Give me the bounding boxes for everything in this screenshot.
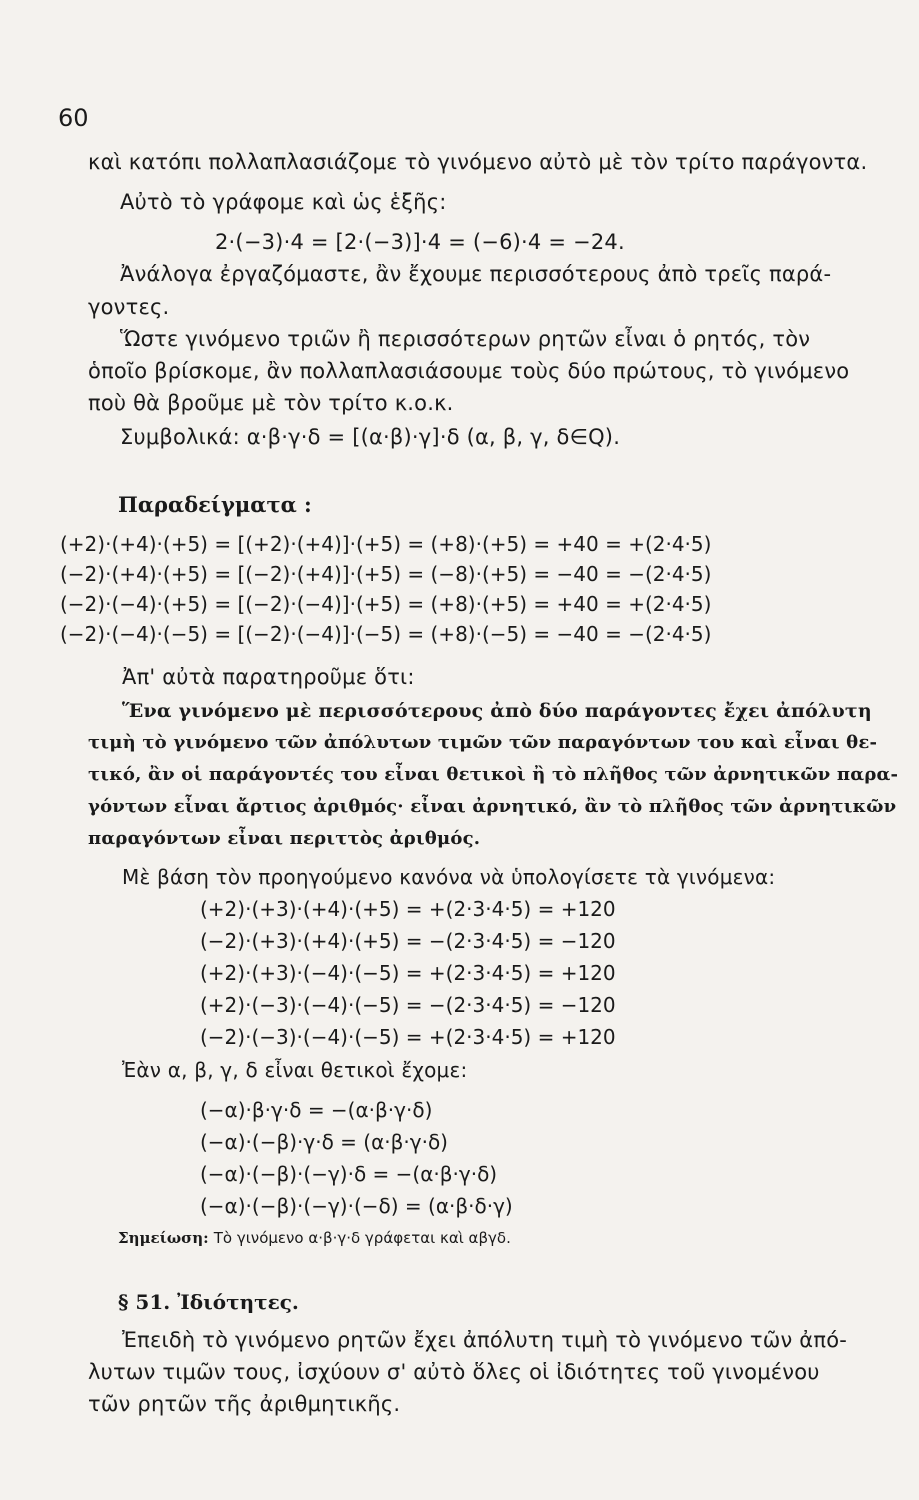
text-line: καὶ κατόπι πολλαπλασιάζομε τὸ γινόμενο αὐτὸ μὲ τὸν τρίτο παράγοντα.	[88, 150, 868, 174]
page-number: 60	[58, 104, 89, 132]
exercise-equation: (+2)·(+3)·(+4)·(+5) = +(2·3·4·5) = +120	[200, 897, 616, 921]
example-equation: (−2)·(−4)·(+5) = [(−2)·(−4)]·(+5) = (+8)·(+5) = +40 = +(2·4·5)	[60, 592, 712, 616]
exercise-equation: (+2)·(+3)·(−4)·(−5) = +(2·3·4·5) = +120	[200, 961, 616, 985]
rule-line: Ἕνα γινόμενο μὲ περισσότερους ἀπὸ δύο παράγοντες ἔχει ἀπόλυτη	[122, 700, 872, 722]
text-line: Αὐτὸ τὸ γράφομε καὶ ὡς ἑξῆς:	[120, 190, 447, 214]
text-line: ποὺ θὰ βροῦμε μὲ τὸν τρίτο κ.ο.κ.	[88, 391, 454, 415]
section-heading: § 51. Ἰδιότητες.	[118, 1290, 299, 1314]
text-line: τῶν ρητῶν τῆς ἀριθμητικῆς.	[88, 1392, 401, 1416]
rule-line: παραγόντων εἶναι περιττὸς ἀριθμός.	[88, 828, 481, 849]
rule-line: γόντων εἶναι ἄρτιος ἀριθμός· εἶναι ἀρνητικό, ἂν τὸ πλῆθος τῶν ἀρνητικῶν	[88, 796, 897, 817]
text-line: Ἀνάλογα ἐργαζόμαστε, ἂν ἔχουμε περισσότερους ἀπὸ τρεῖς παρά-	[120, 262, 832, 286]
note	[118, 1228, 511, 1247]
exercise-equation: (−2)·(−3)·(−4)·(−5) = +(2·3·4·5) = +120	[200, 1025, 616, 1049]
formula-line: Συμβολικά: α·β·γ·δ = [(α·β)·γ]·δ (α, β, γ, δ∈Q).	[120, 425, 621, 449]
text-line: Μὲ βάση τὸν προηγούμενο κανόνα νὰ ὑπολογίσετε τὰ γινόμενα:	[122, 865, 776, 889]
text-line: Ὥστε γινόμενο τριῶν ἢ περισσότερων ρητῶν εἶναι ὁ ρητός, τὸν	[120, 327, 811, 351]
text-line: γοντες.	[88, 295, 170, 319]
example-equation: (−2)·(−4)·(−5) = [(−2)·(−4)]·(−5) = (+8)·(−5) = −40 = −(2·4·5)	[60, 622, 712, 646]
rule-line: τιμὴ τὸ γινόμενο τῶν ἀπόλυτων τιμῶν τῶν παραγόντων του καὶ εἶναι θε-	[88, 732, 878, 753]
sign-equation: (−α)·β·γ·δ = −(α·β·γ·δ)	[200, 1098, 433, 1122]
rule-line: τικό, ἂν οἱ παράγοντές του εἶναι θετικοὶ ἢ τὸ πλῆθος τῶν ἀρνητικῶν παρα-	[88, 764, 899, 785]
text-line: Ἐὰν α, β, γ, δ εἶναι θετικοὶ ἔχομε:	[122, 1058, 468, 1082]
text-line: Ἐπειδὴ τὸ γινόμενο ρητῶν ἔχει ἀπόλυτη τιμὴ τὸ γινόμενο τῶν ἀπό-	[122, 1328, 848, 1352]
sign-equation: (−α)·(−β)·(−γ)·(−δ) = (α·β·δ·γ)	[200, 1194, 513, 1218]
sign-equation: (−α)·(−β)·(−γ)·δ = −(α·β·γ·δ)	[200, 1162, 498, 1186]
example-equation: (+2)·(+4)·(+5) = [(+2)·(+4)]·(+5) = (+8)·(+5) = +40 = +(2·4·5)	[60, 532, 712, 556]
note-text: Τὸ γινόμενο α·β·γ·δ γράφεται καὶ αβγδ.	[213, 1229, 511, 1247]
equation-line: 2·(−3)·4 = [2·(−3)]·4 = (−6)·4 = −24.	[215, 230, 625, 254]
sign-equation: (−α)·(−β)·γ·δ = (α·β·γ·δ)	[200, 1130, 448, 1154]
text-line: Ἀπ' αὐτὰ παρατηροῦμε ὅτι:	[122, 665, 415, 689]
text-line: ὁποῖο βρίσκομε, ἂν πολλαπλασιάσουμε τοὺς δύο πρώτους, τὸ γινόμενο	[88, 359, 850, 383]
text-line: λυτων τιμῶν τους, ἰσχύουν σ' αὐτὸ ὅλες οἱ ἰδιότητες τοῦ γινομένου	[88, 1360, 820, 1384]
examples-heading: Παραδείγματα :	[118, 492, 312, 517]
exercise-equation: (+2)·(−3)·(−4)·(−5) = −(2·3·4·5) = −120	[200, 993, 616, 1017]
note-label: Σημείωση:	[118, 1229, 209, 1247]
exercise-equation: (−2)·(+3)·(+4)·(+5) = −(2·3·4·5) = −120	[200, 929, 616, 953]
example-equation: (−2)·(+4)·(+5) = [(−2)·(+4)]·(+5) = (−8)·(+5) = −40 = −(2·4·5)	[60, 562, 712, 586]
